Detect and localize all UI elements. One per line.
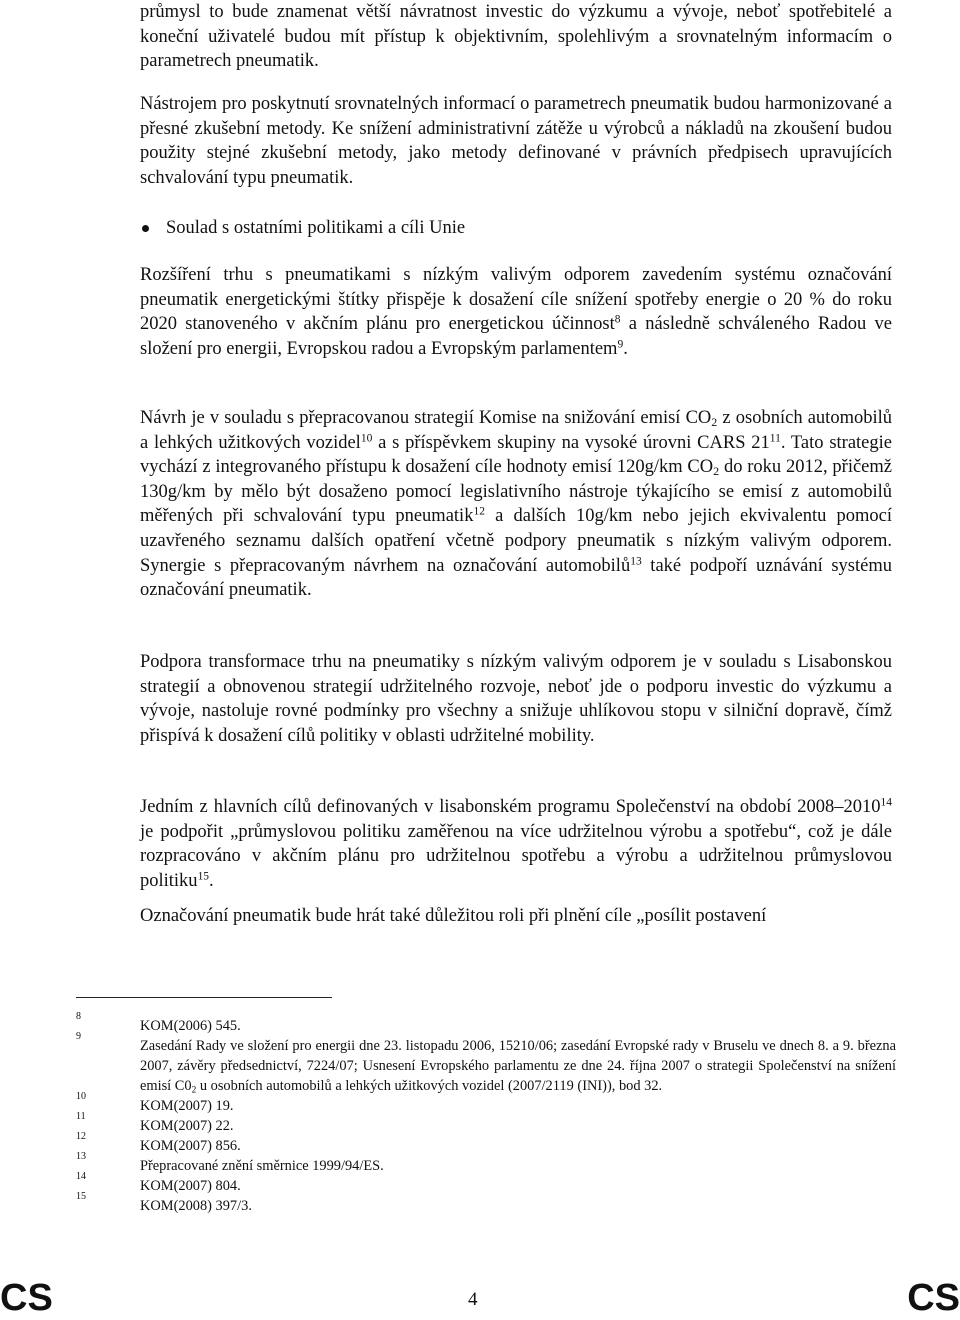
paragraph-continuation	[140, 0, 892, 74]
text-run: a následně schváleného Radou ve složení pro energii, Evropskou radou a Evropským parlamentem	[140, 314, 893, 359]
footnote-text: KOM(2007) 804.	[140, 1178, 241, 1194]
footnote-number: 12	[76, 1131, 86, 1142]
footnote-number: 8	[76, 1011, 81, 1022]
footnote	[76, 1171, 896, 1196]
footnote-ref[interactable]: 15	[197, 870, 210, 883]
page-footer	[0, 1276, 960, 1320]
footnote	[76, 1131, 896, 1156]
text-run: také podpoří uznávání systému označování pneumatik.	[140, 555, 892, 601]
paragraph-test-methods	[140, 92, 892, 190]
footnote-text: KOM(2006) 545.	[140, 1018, 241, 1034]
text-run: Jedním z hlavních cílů definovaných v lisabonském programu Společenství na období 2008–2010	[140, 797, 881, 817]
footnote	[76, 1031, 896, 1096]
paragraph-text: Nástrojem pro poskytnutí srovnatelných informací o parametrech pneumatik budou harmonizované a přesné zkušební metody. Ke snížení administrativní zátěže u výrobců a nákladů na zkoušení budou použity stejné zkušební metody, jako metody definované v právních předpisech upravujících schvalování typu pneumatik.	[140, 94, 892, 188]
footnote	[76, 1011, 896, 1036]
footnote-number: 13	[76, 1151, 86, 1162]
bullet-icon	[142, 225, 149, 232]
paragraph-text: průmysl to bude znamenat větší návratnost investic do výzkumu a vývoje, neboť spotřebitelé a koneční uživatelé budou mít přístup k objektivním, spolehlivým a srovnatelným informacím o parametrech pneumatik.	[140, 2, 892, 72]
paragraph-text	[140, 263, 892, 361]
footnote-text: KOM(2007) 856.	[140, 1138, 241, 1154]
paragraph-tyre-labelling-role	[140, 904, 892, 929]
text-run: Rozšíření trhu s pneumatikami s nízkým valivým odporem zavedením systému označování pneumatik energetickými štítky přispěje k dosažení cíle snížení spotřeby energie o 20 % do roku 2020 stanoveného v akčním plánu pro energetickou účinnost	[140, 265, 892, 335]
paragraph-lisbon-strategy	[140, 650, 892, 748]
language-code-left: CS	[0, 1277, 53, 1319]
text-run: je podpořit „průmyslovou politiku zaměřenou na více udržitelnou výrobu a spotřebu“, což je dále rozpracováno v akčním plánu pro udržitelnou spotřebu a výrobu a udržitelnou průmyslovou politiku	[140, 821, 892, 891]
footnote	[76, 1191, 896, 1216]
footnote-number: 9	[76, 1031, 81, 1042]
footnote-text: KOM(2007) 19.	[140, 1098, 234, 1114]
footnote-number: 10	[76, 1091, 86, 1102]
footnote-number: 14	[76, 1171, 86, 1182]
footnote-text: Přepracované znění směrnice 1999/94/ES.	[140, 1158, 384, 1174]
paragraph-co2-strategy	[140, 406, 892, 603]
footnote-text: KOM(2007) 22.	[140, 1118, 234, 1134]
text-run: Zasedání Rady ve složení pro energii dne 23. listopadu 2006, 15210/06; zasedání Evropské rady v Bruselu ve dnech 8. a 9. března 2007, závěry předsednictví, 7224/07; Usnesení Evropského parlamentu ze dne 24. října 2007 o strategii Společenství na snížení emisí C0	[140, 1038, 896, 1094]
footnote-number: 11	[76, 1111, 86, 1122]
footnote-text: KOM(2008) 397/3.	[140, 1198, 252, 1214]
text-run: z osobních automobilů a lehkých užitkových vozidel	[140, 408, 892, 453]
footnote-ref[interactable]: 11	[769, 432, 781, 445]
footnote-ref[interactable]: 8	[614, 313, 621, 326]
footnote	[76, 1111, 896, 1136]
paragraph-lisbon-programme	[140, 795, 892, 893]
paragraph-text: Podpora transformace trhu na pneumatiky s nízkým valivým odporem je v souladu s Lisabonskou strategií a obnovenou strategií udržitelného rozvoje, neboť jde o podporu investic do výzkumu a vývoje, nastoluje rovné podmínky pro všechny a snižuje uhlíkovou stopu v silniční dopravě, čímž přispívá k dosažení cílů politiky v oblasti udržitelné mobility.	[140, 652, 892, 746]
footnote-separator	[76, 997, 332, 998]
footnote	[76, 1151, 896, 1176]
footnotes	[76, 1011, 896, 1216]
paragraph-text	[140, 795, 892, 893]
subscript: 2	[191, 1085, 197, 1096]
footnote-text	[140, 1036, 896, 1096]
text-run: .	[209, 870, 214, 891]
text-run: . Tato strategie vychází z integrovaného přístupu k dosažení cíle hodnoty emisí 120g/km CO	[140, 432, 892, 478]
footnote-number: 15	[76, 1191, 86, 1202]
section-heading: Soulad s ostatními politikami a cíli Unie	[166, 218, 466, 238]
footnote	[76, 1091, 896, 1116]
subscript: 2	[711, 415, 718, 429]
footnote-ref[interactable]: 12	[473, 506, 485, 519]
text-run: do roku 2012, přičemž 130g/km by mělo být dosaženo pomocí legislativního nástroje týkajícího se emisí z automobilů měřených při schvalování typu pneumatik	[140, 457, 892, 527]
text-run: Návrh je v souladu s přepracovanou strategií Komise na snižování emisí CO	[140, 408, 712, 428]
paragraph-text	[140, 406, 892, 603]
footnote-ref[interactable]: 10	[360, 432, 373, 445]
paragraph-energy-labelling	[140, 263, 892, 361]
footnote-ref[interactable]: 14	[880, 796, 892, 809]
text-run: a s příspěvkem skupiny na vysoké úrovni CARS 21	[372, 432, 770, 453]
subscript: 2	[713, 464, 720, 479]
paragraph-text: Označování pneumatik bude hrát také důležitou roli při plnění cíle „posílit postavení	[140, 906, 767, 926]
text-run: .	[623, 338, 628, 359]
section-heading-bullet	[140, 216, 892, 242]
footnote-ref[interactable]: 13	[630, 555, 642, 568]
language-code-right: CS	[907, 1277, 960, 1319]
footnote-ref[interactable]: 9	[617, 338, 624, 351]
page-number: 4	[468, 1289, 478, 1310]
text-run: u osobních automobilů a lehkých užitkových vozidel (2007/2119 (INI)), bod 32.	[196, 1078, 663, 1094]
text-run: a dalších 10g/km nebo jejich ekvivalentu pomocí uzavřeného seznamu dalších opatření včetně podpory pneumatik s nízkým valivým odporem. Synergie s přepracovaným návrhem na označování automobilů	[140, 506, 892, 576]
